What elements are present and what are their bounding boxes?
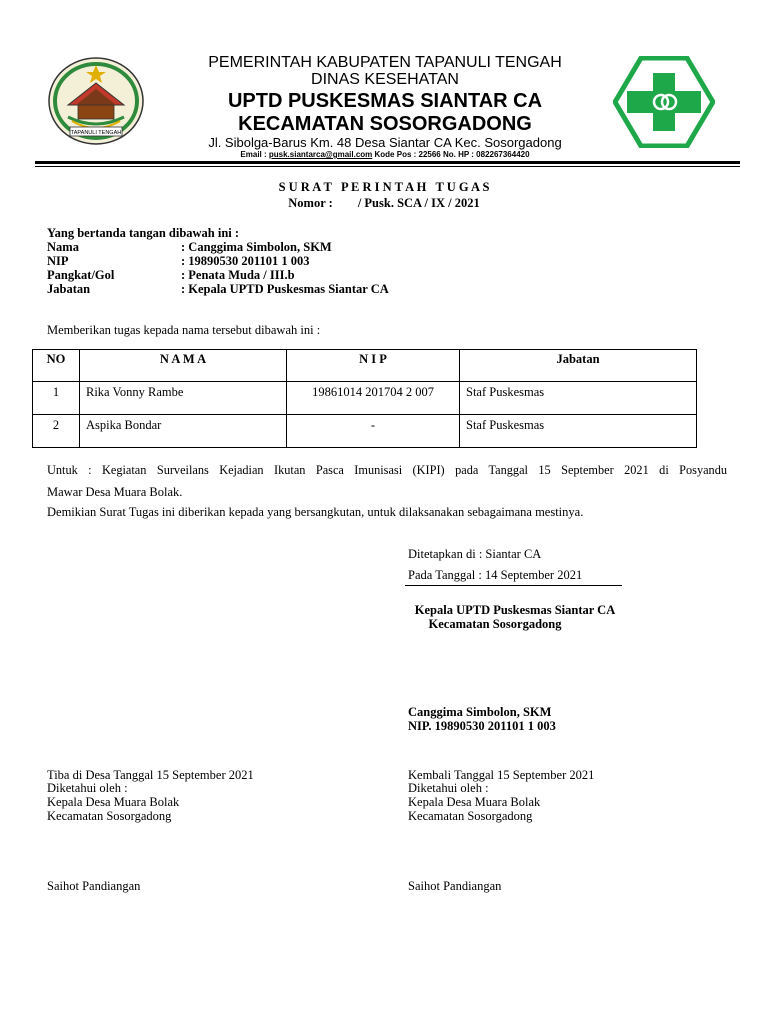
letter-number: Nomor : / Pusk. SCA / IX / 2021 [288,196,480,210]
identity-row-nip [47,254,389,268]
kop-department: DINAS KESEHATAN [311,71,459,88]
return-date: Kembali Tanggal 15 September 2021 [408,768,595,782]
cell-jabatan: Staf Puskesmas [460,415,697,448]
regency-seal-icon [46,55,146,147]
return-signer: Saihot Pandiangan [408,879,502,893]
signature-place: Ditetapkan di : Siantar CA [408,547,542,561]
email-label: Email : [240,150,269,159]
identity-intro: Yang bertanda tangan dibawah ini : [47,226,240,240]
identity-table [47,240,389,296]
identity-value: : 19890530 201101 1 003 [181,254,310,268]
cell-no: 1 [33,382,80,415]
puskesmas-logo-icon [613,56,715,148]
return-known-by: Diketahui oleh : [408,781,489,795]
table-row [33,382,697,415]
letterhead-rule-thin [35,166,740,167]
identity-row-position [47,282,389,296]
return-official: Kepala Desa Muara Bolak [408,795,541,809]
identity-label: Jabatan [47,282,91,296]
signature-date: Pada Tanggal : 14 September 2021 [408,568,583,582]
identity-label: Nama [47,240,79,254]
letterhead-rule-thick [35,161,740,164]
kop-address: Jl. Sibolga-Barus Km. 48 Desa Siantar CA Kec. Sosorgadong [208,135,562,150]
identity-value: : Canggima Simbolon, SKM [181,240,332,254]
signer-nip: NIP. 19890530 201101 1 003 [408,719,556,733]
cell-nama: Rika Vonny Rambe [80,382,287,415]
col-nip: N I P [287,350,460,382]
cell-no: 2 [33,415,80,448]
signer-name: Canggima Simbolon, SKM [408,705,552,719]
identity-value: : Kepala UPTD Puskesmas Siantar CA [181,282,389,296]
identity-label: NIP [47,254,69,268]
letter-title: S U R A T P E R I N T A H T U G A S [278,180,490,194]
col-jabatan: Jabatan [460,350,697,382]
identity-row-rank [47,268,389,282]
kop-district: KECAMATAN SOSORGADONG [238,113,532,135]
purpose-line-2: Mawar Desa Muara Bolak. [47,485,183,499]
cell-nip: 19861014 201704 2 007 [287,382,460,415]
identity-label: Pangkat/Gol [47,268,115,282]
arrival-district: Kecamatan Sosorgadong [47,809,172,823]
identity-row-name [47,240,389,254]
kop-government: PEMERINTAH KABUPATEN TAPANULI TENGAH [208,54,562,71]
assignment-intro: Memberikan tugas kepada nama tersebut dibawah ini : [47,323,321,337]
seal-banner-text: TAPANULI TENGAH [70,130,122,136]
arrival-official: Kepala Desa Muara Bolak [47,795,180,809]
table-header-row [33,350,697,382]
purpose-line-1: Untuk : Kegiatan Surveilans Kejadian Ikutan Pasca Imunisasi (KIPI) pada Tanggal 15 September 2021 di Posyandu [47,463,727,477]
arrival-known-by: Diketahui oleh : [47,781,128,795]
staff-table [32,349,697,448]
arrival-date: Tiba di Desa Tanggal 15 September 2021 [47,768,254,782]
kop-unit: UPTD PUSKESMAS SIANTAR CA [227,90,543,112]
contact-rest: Kode Pos : 22566 No. HP : 082267364420 [372,150,530,159]
return-district: Kecamatan Sosorgadong [408,809,533,823]
identity-value: : Penata Muda / III.b [181,268,295,282]
arrival-signer: Saihot Pandiangan [47,879,141,893]
col-no: NO [33,350,80,382]
table-row [33,415,697,448]
cell-jabatan: Staf Puskesmas [460,382,697,415]
kop-contact [165,150,605,160]
email-link[interactable]: pusk.siantarca@gmail.com [268,150,373,159]
signature-title-2: Kecamatan Sosorgadong [428,617,562,631]
cell-nip: - [287,415,460,448]
col-nama: N A M A [80,350,287,382]
signature-date-underline [405,585,622,586]
cell-nama: Aspika Bondar [80,415,287,448]
closing-sentence: Demikian Surat Tugas ini diberikan kepada yang bersangkutan, untuk dilaksanakan sebagaimana mestinya. [47,505,584,519]
signature-title-1: Kepala UPTD Puskesmas Siantar CA [414,603,616,617]
